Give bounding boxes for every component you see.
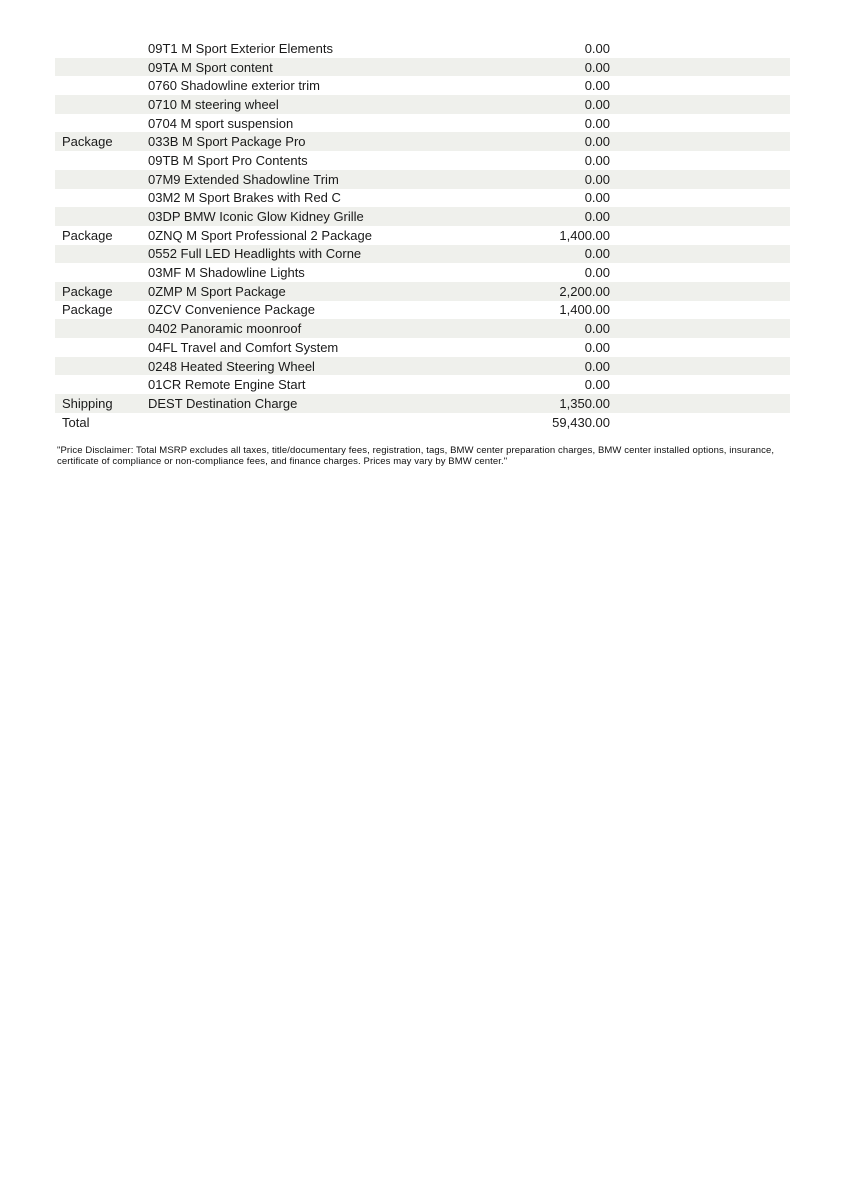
table-row <box>55 58 790 77</box>
row-price: 1,400.00 <box>559 302 610 318</box>
row-price: 1,350.00 <box>559 395 610 411</box>
row-price: 0.00 <box>584 134 610 150</box>
table-row <box>55 95 790 114</box>
row-price: 0.00 <box>584 358 610 374</box>
row-item: 09T1 M Sport Exterior Elements <box>148 40 333 56</box>
table-row <box>55 114 790 133</box>
row-category: Package <box>62 302 113 318</box>
price-disclaimer-text: "Price Disclaimer: Total MSRP excludes all taxes, title/documentary fees, registration, tags, BMW center preparation charges, BMW center installed options, insurance, certificate of compliance or non-compliance fees, and finance charges. Prices may vary by BMW center." <box>57 445 775 467</box>
row-item: DEST Destination Charge <box>148 395 298 411</box>
row-item: 09TB M Sport Pro Contents <box>148 152 308 168</box>
row-price: 0.00 <box>584 339 610 355</box>
row-category: Shipping <box>62 395 113 411</box>
row-item: 0ZCV Convenience Package <box>148 302 315 318</box>
row-category: Package <box>62 227 113 243</box>
row-price: 0.00 <box>584 377 610 393</box>
row-price: 2,200.00 <box>559 283 610 299</box>
table-row <box>55 263 790 282</box>
row-price: 0.00 <box>584 209 610 225</box>
row-item: 0ZMP M Sport Package <box>148 283 286 299</box>
row-item: 03M2 M Sport Brakes with Red C <box>148 190 341 206</box>
row-price: 1,400.00 <box>559 227 610 243</box>
table-row <box>55 170 790 189</box>
table-row <box>55 394 790 413</box>
table-row <box>55 151 790 170</box>
row-price: 0.00 <box>584 115 610 131</box>
row-item: 07M9 Extended Shadowline Trim <box>148 171 339 187</box>
row-item: 0704 M sport suspension <box>148 115 294 131</box>
row-item: 0552 Full LED Headlights with Corne <box>148 246 362 262</box>
row-price: 0.00 <box>584 171 610 187</box>
row-price: 0.00 <box>584 96 610 112</box>
row-price: 0.00 <box>584 321 610 337</box>
row-item: 0402 Panoramic moonroof <box>148 321 302 337</box>
table-row <box>55 189 790 208</box>
row-category: Package <box>62 283 113 299</box>
row-price: 0.00 <box>584 40 610 56</box>
table-row <box>55 245 790 264</box>
table-row <box>55 301 790 320</box>
row-item: 0760 Shadowline exterior trim <box>148 78 320 94</box>
price-table <box>55 39 790 431</box>
table-row <box>55 207 790 226</box>
row-price: 0.00 <box>584 246 610 262</box>
table-row <box>55 413 790 432</box>
row-item: 0ZNQ M Sport Professional 2 Package <box>148 227 372 243</box>
row-price: 0.00 <box>584 78 610 94</box>
table-row <box>55 76 790 95</box>
row-item: 033B M Sport Package Pro <box>148 134 306 150</box>
table-row <box>55 338 790 357</box>
row-item: 09TA M Sport content <box>148 59 273 75</box>
table-row <box>55 282 790 301</box>
table-row <box>55 357 790 376</box>
row-price: 0.00 <box>584 190 610 206</box>
row-price: 0.00 <box>584 265 610 281</box>
table-row <box>55 39 790 58</box>
table-row <box>55 226 790 245</box>
table-row <box>55 132 790 151</box>
table-row <box>55 319 790 338</box>
row-category: Total <box>62 414 90 430</box>
row-price: 0.00 <box>584 59 610 75</box>
table-row <box>55 375 790 394</box>
row-price: 0.00 <box>584 152 610 168</box>
row-item: 0710 M steering wheel <box>148 96 279 112</box>
row-item: 03DP BMW Iconic Glow Kidney Grille <box>148 209 364 225</box>
row-item: 04FL Travel and Comfort System <box>148 339 339 355</box>
row-item: 0248 Heated Steering Wheel <box>148 358 315 374</box>
row-item: 03MF M Shadowline Lights <box>148 265 305 281</box>
row-price: 59,430.00 <box>552 414 610 430</box>
row-item: 01CR Remote Engine Start <box>148 377 306 393</box>
row-category: Package <box>62 134 113 150</box>
